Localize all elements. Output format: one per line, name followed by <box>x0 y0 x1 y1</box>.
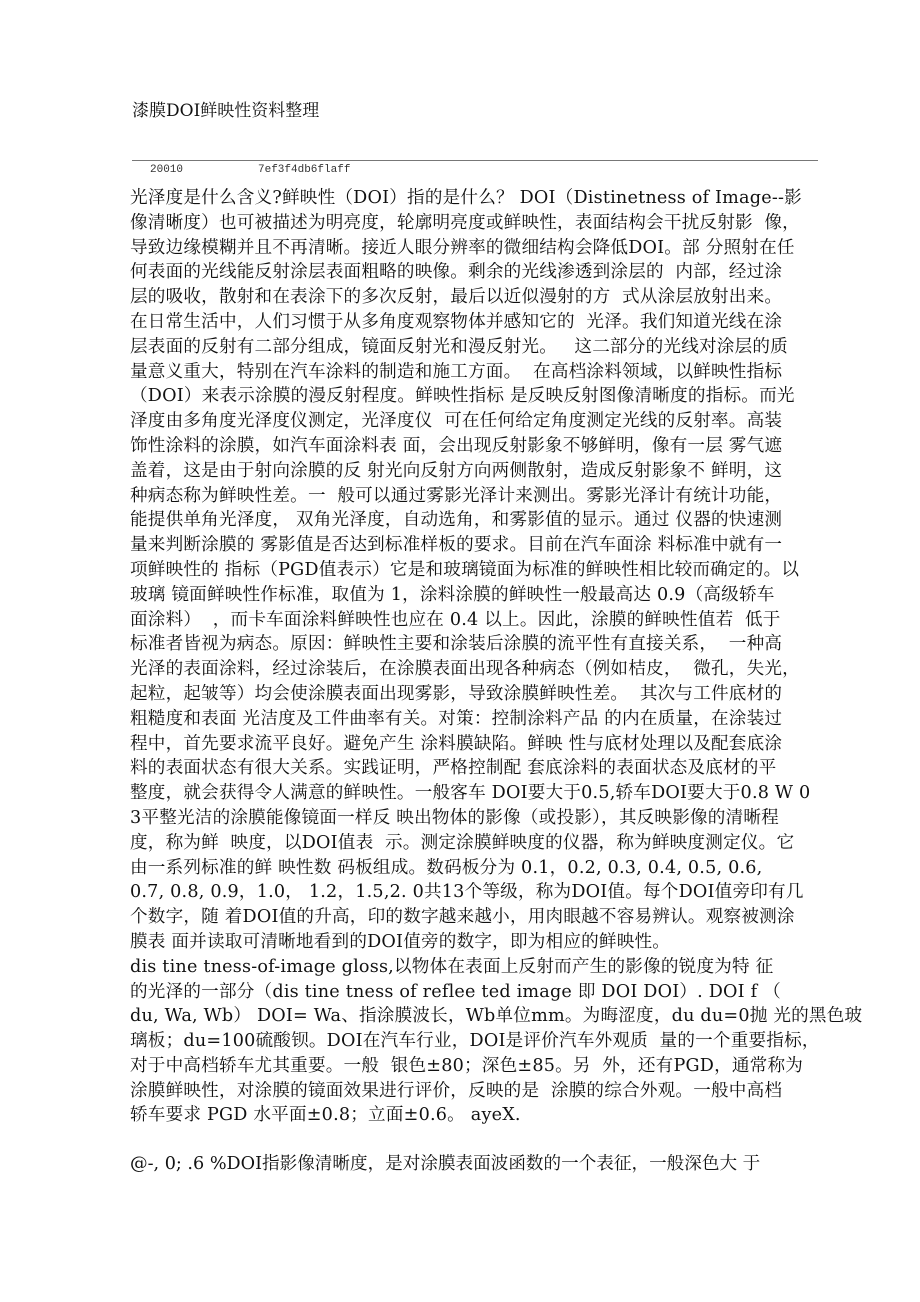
text-line: 程中，首先要求流平良好。避免产生 涂料膜缺陷。鲜映 性与底材处理以及配套底涂 <box>130 733 783 754</box>
text-line: 光泽度是什么含义?鲜映性（DOI）指的是什么？ DOI（Distinetness of Image--影 <box>130 188 802 208</box>
text-line: 的光泽的一部分（dis tine tness of reflee ted image 即 DOI DOI）. DOI f （ <box>130 981 781 1002</box>
text-line: 对于中高档轿车尤其重要。一般 银色±80；深色±85。另 外，还有PGD，通常称为 <box>130 1055 804 1076</box>
body-paragraph-last: @-, 0; .6 %DOI指影像清晰度，是对涂膜表面波函数的一个表征，一般深色大 于 <box>130 1154 761 1174</box>
text-line: 料的表面状态有很大关系。实践证明，严格控制配 套底涂料的表面状态及底材的平 <box>130 758 777 779</box>
text-line: 层表面的反射有二部分组成，镜面反射光和漫反射光。 这二部分的光线对涂层的质 <box>130 336 788 357</box>
text-line: 种病态称为鲜映性差。一 般可以通过雾影光泽计来测出。雾影光泽计有统计功能， <box>130 485 783 506</box>
text-line: 膜表 面并读取可清晰地看到的DOI值旁的数字，即为相应的鲜映性。 <box>130 931 671 952</box>
text-line: 标准者皆视为病态。原因：鲜映性主要和涂装后涂膜的流平性有直接关系， 一种高 <box>130 634 783 655</box>
text-line: du, Wa, Wb） DOI= Wa、指涂膜波长，Wb单位mm。为晦涩度，du du=0抛 光的黑色玻 <box>130 1006 863 1027</box>
text-line: 由一系列标准的鲜 映性数 码板组成。数码板分为 0.1，0.2, 0.3, 0.4, 0.5, 0.6, <box>130 857 763 878</box>
text-line: 起粒，起皱等）均会使涂膜表面出现雾影，导致涂膜鲜映性差。 其次与工件底材的 <box>130 683 783 704</box>
text-line: 在日常生活中，人们习惯于从多角度观察物体并感知它的 光泽。我们知道光线在涂 <box>130 311 783 332</box>
text-line: 个数字，随 着DOI值的升高，印的数字越来越小，用肉眼越不容易辨认。观察被测涂 <box>130 907 795 928</box>
text-line: 轿车要求 PGD 水平面±0.8；立面±0.6。 ayeX. <box>130 1105 521 1126</box>
text-line: 3平整光洁的涂膜能像镜面一样反 映出物体的影像（或投影），其反映影像的清晰程 <box>130 807 779 828</box>
text-line: 0.7, 0.8, 0.9，1.0， 1.2，1.5,2. 0共13个等级，称为DOI值。每个DOI值旁印有几 <box>130 882 804 903</box>
text-line: 度，称为鲜 映度，以DOI值表 示。测定涂膜鲜映度的仪器，称为鲜映度测定仪。它 <box>130 832 795 853</box>
doc-meta-hash: 7ef3f4db6flaff <box>258 164 351 176</box>
text-line: dis tine tness-of-image gloss,以物体在表面上反射而产生的影像的锐度为特 征 <box>130 956 774 977</box>
text-line: 层的吸收，散射和在表涂下的多次反射，最后以近似漫射的方 式从涂层放射出来。 <box>130 287 783 308</box>
text-line: 玻璃 镜面鲜映性作标准，取值为 1，涂料涂膜的鲜映性一般最高达 0.9（高级轿车 <box>130 584 775 605</box>
text-line: 量来判断涂膜的 雾影值是否达到标准样板的要求。目前在汽车面涂 料标准中就有一 <box>130 535 783 556</box>
text-line: 粗糙度和表面 光洁度及工件曲率有关。对策：控制涂料产品 的内在质量，在涂装过 <box>130 708 783 729</box>
text-line: 导致边缘模糊并且不再清晰。接近人眼分辨率的微细结构会降低DOI。部 分照射在任 <box>130 237 795 258</box>
text-line: 盖着，这是由于射向涂膜的反 射光向反射方向两侧散射，造成反射影象不 鲜明，这 <box>130 460 783 481</box>
header-divider <box>132 160 818 161</box>
text-line: 何表面的光线能反射涂层表面粗略的映像。剩余的光线渗透到涂层的 内部，经过涂 <box>130 262 783 283</box>
text-line: 面涂料） ，而卡车面涂料鲜映性也应在 0.4 以上。因此，涂膜的鲜映性值若 低于 <box>130 609 781 630</box>
text-line: 璃板；du=100硫酸钡。DOI在汽车行业，DOI是评价汽车外观质 量的一个重要指标， <box>130 1031 820 1052</box>
text-line: 泽度由多角度光泽度仪测定，光泽度仪 可在任何给定角度测定光线的反射率。高装 <box>130 411 783 432</box>
text-line: 项鲜映性的 指标（PGD值表示）它是和玻璃镜面为标准的鲜映性相比较而确定的。以 <box>130 559 800 580</box>
text-line: 整度，就会获得令人满意的鲜映性。一般客车 DOI要大于0.5,轿车DOI要大于0.8 W 0 <box>130 783 811 804</box>
text-line: 能提供单角光泽度， 双角光泽度，自动选角，和雾影值的显示。通过 仪器的快速测 <box>130 510 783 531</box>
text-line: 饰性涂料的涂膜，如汽车面涂料表 面，会出现反射影象不够鲜明，像有一层 雾气遮 <box>130 435 783 456</box>
text-line: 光泽的表面涂料，经过涂装后，在涂膜表面出现各种病态（例如桔皮， 微孔，失光， <box>130 659 800 680</box>
text-line: 涂膜鲜映性，对涂膜的镜面效果进行评价，反映的是 涂膜的综合外观。一般中高档 <box>130 1080 783 1101</box>
document-title: 漆膜DOI鲜映性资料整理 <box>132 101 320 121</box>
text-line: （DOI）来表示涂膜的漫反射程度。鲜映性指标 是反映反射图像清晰度的指标。而光 <box>130 386 795 407</box>
doc-meta-code: 20010 <box>150 164 184 176</box>
document-body <box>130 186 863 1128</box>
text-line: 像清晰度）也可被描述为明亮度，轮廓明亮度或鲜映性，表面结构会干扰反射影 像， <box>130 212 800 233</box>
text-line: 量意义重大，特别在汽车涂料的制造和施工方面。 在高档涂料领域，以鲜映性指标 <box>130 361 783 382</box>
